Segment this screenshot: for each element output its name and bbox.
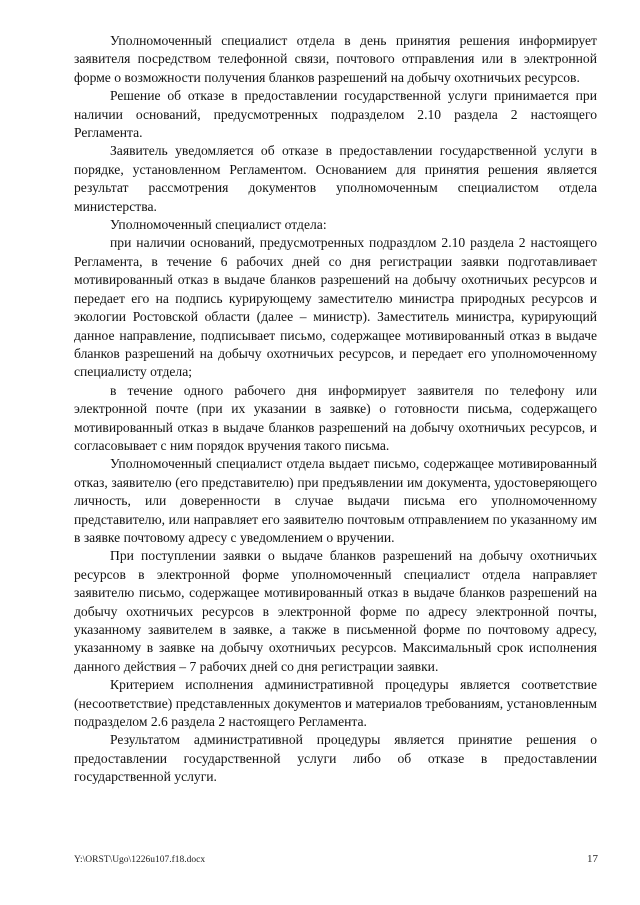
document-body [74,32,597,787]
paragraph-7: Уполномоченный специалист отдела выдает письмо, содержащее мотивированный отказ, заявителю (его представителю) при предъявлении им документа, удостоверяющего личность, или доверенности в случае выдачи письма его уполномоченному представителю, или направляет его заявителю почтовым отправлением по указанному им в заявке почтовому адресу с уведомлением о вручении. [74,456,597,545]
paragraph-2: Решение об отказе в предоставлении государственной услуги принимается при наличии оснований, предусмотренных подразделом 2.10 раздела 2 настоящего Регламента. [74,88,597,141]
footer-file-path: Y:\ORST\Ugo\1226u107.f18.docx [74,855,206,865]
paragraph-5: при наличии оснований, предусмотренных подраздлом 2.10 раздела 2 настоящего Регламента, в течение 6 рабочих дней со дня регистрации заявки подготавливает мотивированный отказ в выдаче бланков разрешений на добычу охотничьих ресурсов и передает его на подпись курирующему заместителю министра природных ресурсов и экологии Ростовской области (далее – министр). Заместитель министра, курирующий данное направление, подписывает письмо, содержащее мотивированный отказ в выдаче бланков разрешений на добычу охотничьих ресурсов, и передает его уполномоченному специалисту отдела; [74,235,597,380]
paragraph-8: При поступлении заявки о выдаче бланков разрешений на добычу охотничьих ресурсов в электронной форме уполномоченный специалист отдела направляет заявителю письмо, содержащее мотивированный отказ в выдаче бланков разрешений на добычу охотничьих ресурсов в электронной форме по адресу электронной почты, указанному заявителем в заявке, а также в письменной форме по почтовому адресу, указанному в заявке на добычу охотничьих ресурсов. Максимальный срок исполнения данного действия – 7 рабочих дней со дня регистрации заявки. [74,548,597,674]
paragraph-4: Уполномоченный специалист отдела: [110,217,327,233]
paragraph-6: в течение одного рабочего дня информирует заявителя по телефону или электронной почте (при их указании в заявке) о готовности письма, содержащего мотивированный отказ в выдаче бланков разрешений на добычу охотничьих ресурсов, и согласовывает с ним порядок вручения такого письма. [74,382,597,453]
paragraph-3: Заявитель уведомляется об отказе в предоставлении государственной услуги в порядке, установленном Регламентом. Основанием для принятия решения является результат рассмотрения документов уполномоченным специалистом отдела министерства. [74,143,597,214]
paragraph-9: Критерием исполнения административной процедуры является соответствие (несоответствие) представленных документов и материалов требованиям, установленным подразделом 2.6 раздела 2 настоящего Регламента. [74,677,597,730]
paragraph-1: Уполномоченный специалист отдела в день принятия решения информирует заявителя посредством телефонной связи, почтового отправления или в электронной форме о возможности получения бланков разрешений на добычу охотничьих ресурсов. [74,33,597,85]
paragraph-10: Результатом административной процедуры является принятие решения о предоставлении государственной услуги либо об отказе в предоставлении государственной услуги. [74,732,597,785]
page-number: 17 [587,853,598,865]
